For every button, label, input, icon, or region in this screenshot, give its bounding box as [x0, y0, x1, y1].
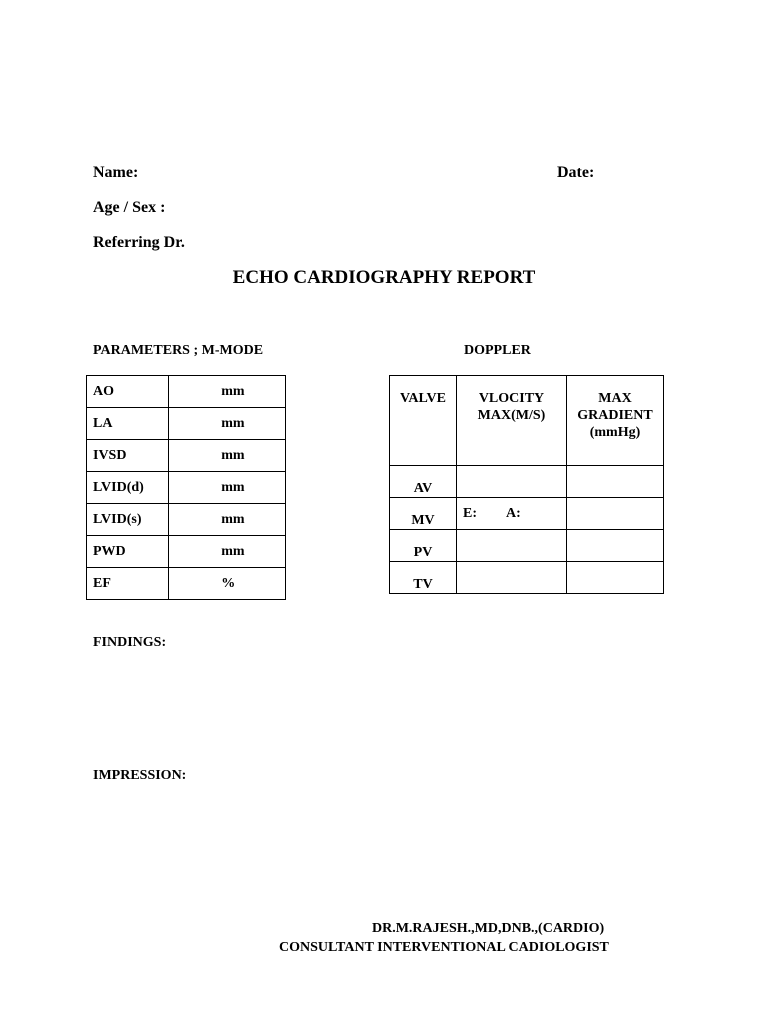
- param-name: LA: [87, 408, 169, 440]
- table-row: [390, 466, 664, 498]
- param-unit: mm: [169, 472, 286, 504]
- param-unit: mm: [169, 408, 286, 440]
- param-unit: %: [169, 568, 286, 600]
- report-title: ECHO CARDIOGRAPHY REPORT: [232, 267, 536, 288]
- velocity-cell: [457, 466, 567, 498]
- referring-doctor-label: Referring Dr.: [93, 234, 185, 251]
- table-row: [390, 530, 664, 562]
- doctor-designation: CONSULTANT INTERVENTIONAL CADIOLOGIST: [279, 940, 609, 955]
- mmode-heading: PARAMETERS ; M-MODE: [93, 343, 264, 358]
- name-label: Name:: [93, 164, 139, 181]
- valve-cell: AV: [390, 466, 457, 498]
- valve-column-header: [390, 376, 457, 466]
- velocity-cell: [457, 530, 567, 562]
- param-unit: mm: [169, 440, 286, 472]
- param-unit: mm: [169, 504, 286, 536]
- table-row: [87, 408, 286, 440]
- velocity-e-label: E:: [463, 505, 477, 521]
- gradient-header-line1: MAX: [598, 391, 632, 406]
- velocity-cell: [457, 498, 567, 530]
- velocity-cell: [457, 562, 567, 594]
- gradient-header-line2: GRADIENT: [577, 408, 653, 423]
- gradient-cell: [567, 562, 664, 594]
- velocity-header-line1: VLOCITY: [478, 391, 545, 406]
- gradient-cell: [567, 466, 664, 498]
- table-header-row: [390, 376, 664, 466]
- param-unit: mm: [169, 376, 286, 408]
- table-row: [390, 498, 664, 530]
- doppler-table: [389, 375, 664, 594]
- mmode-table: [86, 375, 286, 600]
- table-row: [87, 472, 286, 504]
- findings-label: FINDINGS:: [93, 635, 167, 650]
- param-name: PWD: [87, 536, 169, 568]
- valve-cell: TV: [390, 562, 457, 594]
- param-name: LVID(s): [87, 504, 169, 536]
- velocity-column-header: [457, 376, 567, 466]
- table-row: [390, 562, 664, 594]
- gradient-cell: [567, 498, 664, 530]
- valve-cell: MV: [390, 498, 457, 530]
- param-name: LVID(d): [87, 472, 169, 504]
- valve-cell: PV: [390, 530, 457, 562]
- param-name: EF: [87, 568, 169, 600]
- param-unit: mm: [169, 536, 286, 568]
- param-name: AO: [87, 376, 169, 408]
- gradient-column-header: [567, 376, 664, 466]
- valve-header-text: VALVE: [400, 391, 446, 406]
- gradient-cell: [567, 530, 664, 562]
- impression-label: IMPRESSION:: [93, 768, 187, 783]
- doctor-name: DR.M.RAJESH.,MD,DNB.,(CARDIO): [372, 921, 605, 936]
- table-row: [87, 504, 286, 536]
- doppler-heading: DOPPLER: [464, 343, 531, 358]
- gradient-header-line3: (mmHg): [589, 425, 641, 440]
- velocity-header-line2: MAX(M/S): [477, 408, 546, 423]
- table-row: [87, 376, 286, 408]
- table-row: [87, 440, 286, 472]
- table-row: [87, 536, 286, 568]
- date-label: Date:: [557, 164, 595, 181]
- velocity-a-label: A:: [506, 505, 521, 521]
- age-sex-label: Age / Sex :: [93, 199, 166, 216]
- table-row: [87, 568, 286, 600]
- param-name: IVSD: [87, 440, 169, 472]
